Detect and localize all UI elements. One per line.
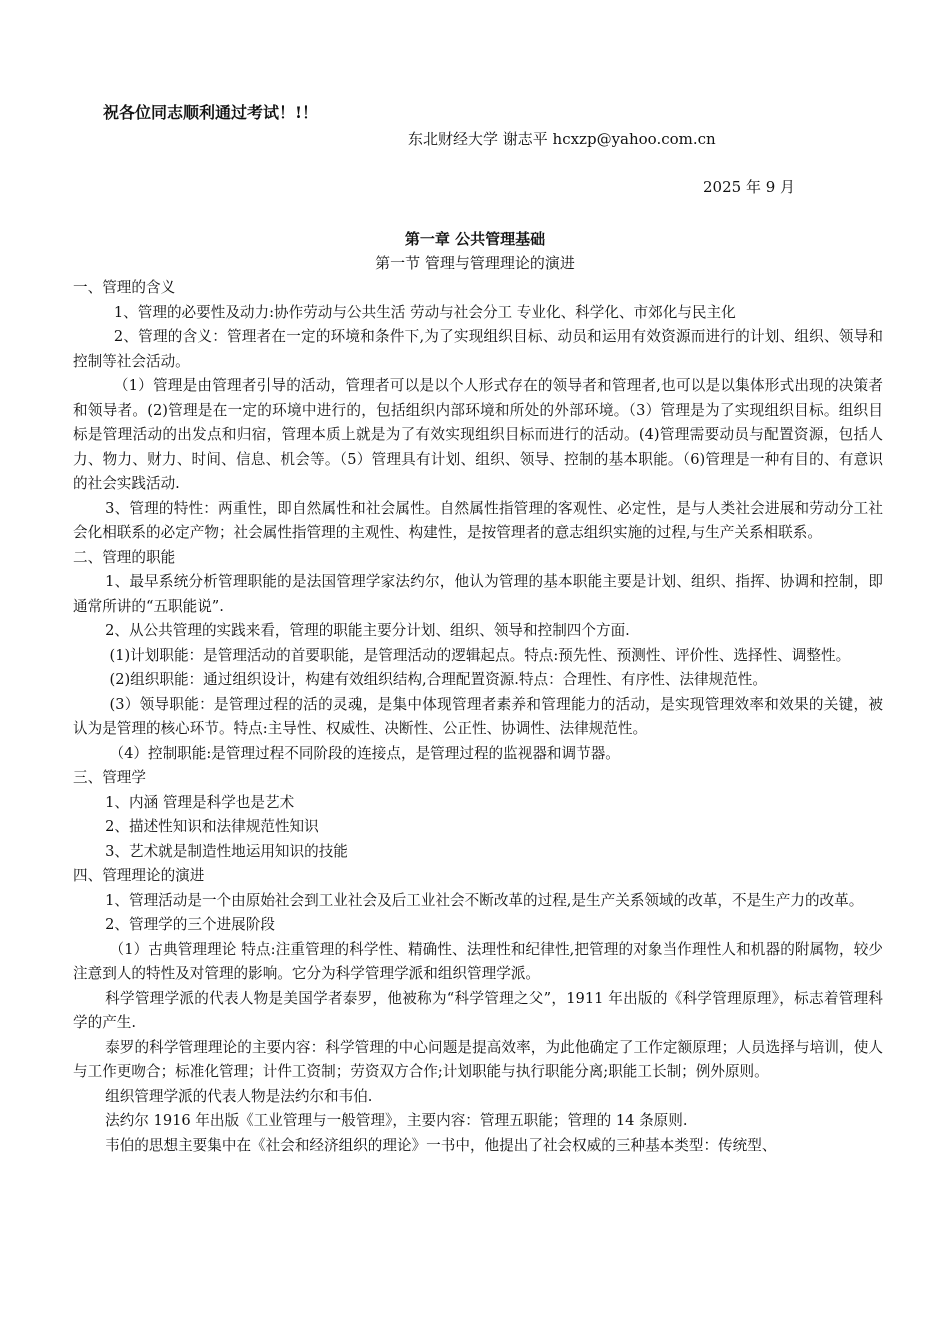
paragraph: (2)组织职能：通过组织设计，构建有效组织结构,合理配置资源.特点：合理性、有序性、法律规范性。 (109, 671, 767, 688)
section-heading: 一、管理的含义 (73, 279, 176, 296)
section-heading: 二、管理的职能 (73, 548, 176, 566)
paragraph: 科学管理学派的代表人物是美国学者泰罗，他被称为“科学管理之父”，1911 年出版的《科学管理原理》，标志着管理科学的产生. (73, 989, 883, 1031)
paragraph: 法约尔 1916 年出版《工业管理与一般管理》，主要内容：管理五职能；管理的 14 条原则. (105, 1112, 688, 1129)
paragraph: 3、管理的特性：两重性，即自然属性和社会属性。自然属性指管理的客观性、必定性，是与人类社会进展和劳动分工社会化相联系的必定产物；社会属性指管理的主观性、构建性，是按管理者的意志组织实施的过程,与生产关系相联系。 (73, 499, 883, 541)
document-body (73, 276, 883, 1158)
paragraph: （4）控制职能:是管理过程不同阶段的连接点，是管理过程的监视器和调节器。 (109, 744, 620, 762)
paragraph: 3、艺术就是制造性地运用知识的技能 (105, 842, 348, 860)
paragraph: 韦伯的思想主要集中在《社会和经济组织的理论》一书中，他提出了社会权威的三种基本类型：传统型、 (105, 1136, 777, 1154)
paragraph: 1、管理活动是一个由原始社会到工业社会及后工业社会不断改革的过程,是生产关系领域的改革，不是生产力的改革。 (105, 891, 864, 909)
section-title: 第一节 管理与管理理论的演进 (375, 254, 575, 272)
paragraph: 2、描述性知识和法律规范性知识 (105, 818, 319, 835)
paragraph: 泰罗的科学管理理论的主要内容：科学管理的中心问题是提高效率，为此他确定了工作定额原理；人员选择与培训，使人与工作更吻合；标准化管理；计件工资制；劳资双方合作;计划职能与执行职能分离;职能工长制；例外原则。 (73, 1038, 883, 1080)
paragraph: 2、管理学的三个进展阶段 (105, 916, 275, 933)
section-heading: 四、管理理论的演进 (73, 867, 205, 884)
paragraph: 2、从公共管理的实践来看，管理的职能主要分计划、组织、领导和控制四个方面. (105, 622, 630, 639)
paragraph: （1）古典管理理论 特点:注重管理的科学性、精确性、法理性和纪律性,把管理的对象当作理性人和机器的附属物，较少注意到人的特性及对管理的影响。它分为科学管理学派和组织管理学派。 (73, 940, 883, 982)
greeting-line: 祝各位同志顺利通过考试！!！ (103, 103, 319, 122)
paragraph: (1)计划职能：是管理活动的首要职能，是管理活动的逻辑起点。特点:预先性、预测性、评价性、选择性、调整性。 (109, 646, 851, 664)
date-line: 2025 年 9 月 (703, 178, 796, 196)
chapter-title: 第一章 公共管理基础 (404, 230, 546, 248)
paragraph: （1）管理是由管理者引导的活动，管理者可以是以个人形式存在的领导者和管理者,也可以是以集体形式出现的决策者和领导者。(2)管理是在一定的环境中进行的，包括组织内部环境和所处的外部环境。（3）管理是为了实现组织目标。组织目标是管理活动的出发点和归宿，管理本质上就是为了有效实现组织目标而进行的活动。(4)管理需要动员与配置资源，包括人力、物力、财力、时间、信息、机会等。（5）管理具有计划、组织、领导、控制的基本职能。（6)管理是一种有目的、有意识的社会实践活动. (73, 377, 883, 492)
paragraph: 组织管理学派的代表人物是法约尔和韦伯. (105, 1087, 373, 1105)
paragraph: 2、管理的含义：管理者在一定的环境和条件下,为了实现组织目标、动员和运用有效资源而进行的计划、组织、领导和控制等社会活动。 (73, 328, 883, 370)
paragraph: (3）领导职能：是管理过程的活的灵魂，是集中体现管理者素养和管理能力的活动，是实现管理效率和效果的关键，被认为是管理的核心环节。特点:主导性、权威性、决断性、公正性、协调性、法律规范性。 (73, 695, 883, 737)
paragraph: 1、最早系统分析管理职能的是法国管理学家法约尔，他认为管理的基本职能主要是计划、组织、指挥、协调和控制，即通常所讲的“五职能说”. (73, 573, 883, 615)
paragraph: 1、管理的必要性及动力:协作劳动与公共生活 劳动与社会分工 专业化、科学化、市郊化与民主化 (113, 303, 736, 321)
paragraph: 1、内涵 管理是科学也是艺术 (105, 793, 295, 811)
section-heading: 三、管理学 (73, 769, 146, 786)
author-line: 东北财经大学 谢志平 hcxzp@yahoo.com.cn (408, 130, 716, 148)
